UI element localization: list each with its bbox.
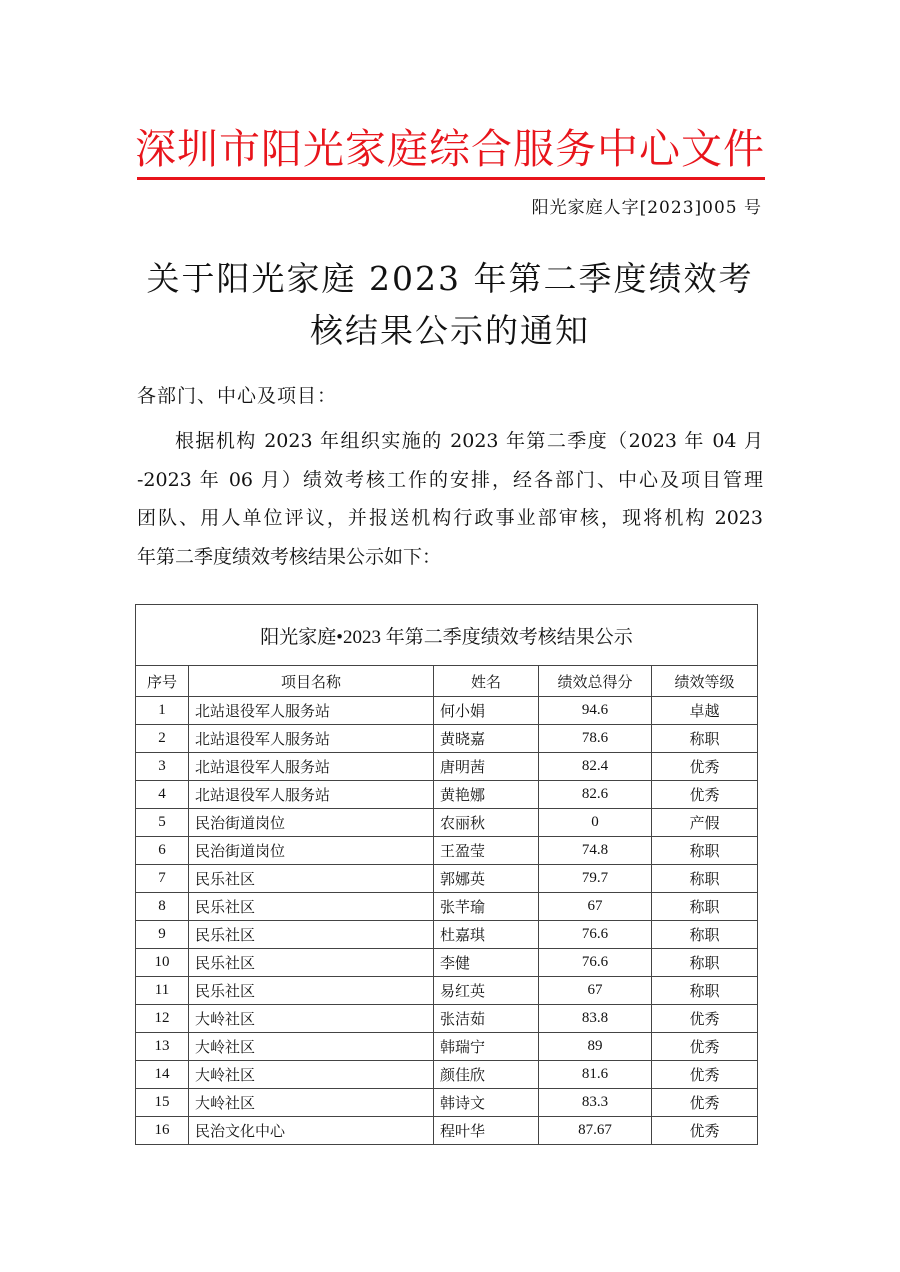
row-grade: 优秀 (652, 1033, 758, 1061)
row-name: 易红英 (434, 977, 539, 1005)
row-project: 民乐社区 (189, 921, 434, 949)
row-project: 民乐社区 (189, 977, 434, 1005)
row-project: 大岭社区 (189, 1061, 434, 1089)
row-grade: 优秀 (652, 1089, 758, 1117)
table-row (136, 865, 758, 893)
salutation: 各部门、中心及项目： (137, 385, 338, 407)
row-index: 12 (136, 1005, 189, 1033)
row-index: 7 (136, 865, 189, 893)
col-header-score: 绩效总得分 (539, 666, 652, 697)
table-body (136, 697, 758, 1145)
row-project: 北站退役军人服务站 (189, 753, 434, 781)
row-score: 89 (539, 1033, 652, 1061)
row-index: 13 (136, 1033, 189, 1061)
notice-title-line-1: 关于阳光家庭 2023 年第二季度绩效考 (146, 259, 754, 298)
row-score: 82.4 (539, 753, 652, 781)
row-grade: 称职 (652, 893, 758, 921)
row-grade: 优秀 (652, 1061, 758, 1089)
row-name: 颜佳欣 (434, 1061, 539, 1089)
row-score: 0 (539, 809, 652, 837)
row-grade: 优秀 (652, 1117, 758, 1145)
col-header-grade: 绩效等级 (652, 666, 758, 697)
row-project: 民乐社区 (189, 893, 434, 921)
row-score: 83.8 (539, 1005, 652, 1033)
notice-title-line-2: 核结果公示的通知 (310, 311, 590, 350)
table-row (136, 1089, 758, 1117)
row-score: 76.6 (539, 921, 652, 949)
col-header-project: 项目名称 (189, 666, 434, 697)
row-name: 杜嘉琪 (434, 921, 539, 949)
row-grade: 称职 (652, 977, 758, 1005)
row-project: 民治文化中心 (189, 1117, 434, 1145)
row-index: 1 (136, 697, 189, 725)
row-index: 3 (136, 753, 189, 781)
row-project: 民乐社区 (189, 949, 434, 977)
table-row (136, 1005, 758, 1033)
row-project: 民治街道岗位 (189, 809, 434, 837)
row-index: 2 (136, 725, 189, 753)
body-line: 团队、用人单位评议，并报送机构行政事业部审核，现将机构 2023 (137, 507, 763, 529)
col-header-index: 序号 (136, 666, 189, 697)
row-score: 81.6 (539, 1061, 652, 1089)
row-grade: 称职 (652, 837, 758, 865)
row-index: 5 (136, 809, 189, 837)
row-index: 6 (136, 837, 189, 865)
row-project: 民治街道岗位 (189, 837, 434, 865)
document-number: 阳光家庭人字[2023]005 号 (531, 198, 762, 218)
row-grade: 称职 (652, 921, 758, 949)
col-header-name: 姓名 (434, 666, 539, 697)
row-score: 67 (539, 893, 652, 921)
org-header-title: 深圳市阳光家庭综合服务中心文件 (135, 125, 765, 173)
results-table (135, 604, 758, 1145)
row-name: 郭娜英 (434, 865, 539, 893)
table-row (136, 753, 758, 781)
body-line: 根据机构 2023 年组织实施的 2023 年第二季度（2023 年 04 月 (175, 430, 763, 452)
notice-title (120, 253, 780, 357)
table-row (136, 697, 758, 725)
table-row (136, 837, 758, 865)
row-score: 94.6 (539, 697, 652, 725)
body-line: -2023 年 06 月）绩效考核工作的安排，经各部门、中心及项目管理 (137, 468, 763, 491)
row-name: 韩瑞宁 (434, 1033, 539, 1061)
row-grade: 产假 (652, 809, 758, 837)
table-row (136, 1117, 758, 1145)
row-name: 何小娟 (434, 697, 539, 725)
body-line: 年第二季度绩效考核结果公示如下： (137, 545, 442, 568)
row-score: 79.7 (539, 865, 652, 893)
row-index: 11 (136, 977, 189, 1005)
row-grade: 卓越 (652, 697, 758, 725)
row-name: 韩诗文 (434, 1089, 539, 1117)
row-grade: 优秀 (652, 753, 758, 781)
row-index: 16 (136, 1117, 189, 1145)
row-score: 67 (539, 977, 652, 1005)
row-score: 78.6 (539, 725, 652, 753)
row-name: 黄晓嘉 (434, 725, 539, 753)
table-row (136, 977, 758, 1005)
row-name: 唐明茜 (434, 753, 539, 781)
row-score: 76.6 (539, 949, 652, 977)
row-index: 15 (136, 1089, 189, 1117)
body-paragraph (137, 422, 763, 576)
row-score: 87.67 (539, 1117, 652, 1145)
row-project: 民乐社区 (189, 865, 434, 893)
row-name: 王盈莹 (434, 837, 539, 865)
table-row (136, 1061, 758, 1089)
table-row (136, 1033, 758, 1061)
row-name: 农丽秋 (434, 809, 539, 837)
row-project: 大岭社区 (189, 1033, 434, 1061)
table-row (136, 809, 758, 837)
table-caption: 阳光家庭•2023 年第二季度绩效考核结果公示 (136, 605, 758, 666)
row-name: 张芊瑜 (434, 893, 539, 921)
row-project: 北站退役军人服务站 (189, 781, 434, 809)
row-score: 83.3 (539, 1089, 652, 1117)
table-row (136, 921, 758, 949)
row-name: 黄艳娜 (434, 781, 539, 809)
row-index: 9 (136, 921, 189, 949)
row-name: 张洁茹 (434, 1005, 539, 1033)
row-project: 大岭社区 (189, 1005, 434, 1033)
table-row (136, 949, 758, 977)
row-grade: 优秀 (652, 1005, 758, 1033)
row-score: 74.8 (539, 837, 652, 865)
row-project: 北站退役军人服务站 (189, 725, 434, 753)
row-score: 82.6 (539, 781, 652, 809)
row-grade: 优秀 (652, 781, 758, 809)
row-name: 程叶华 (434, 1117, 539, 1145)
row-name: 李健 (434, 949, 539, 977)
row-project: 北站退役军人服务站 (189, 697, 434, 725)
table-row (136, 725, 758, 753)
row-index: 10 (136, 949, 189, 977)
row-grade: 称职 (652, 865, 758, 893)
row-project: 大岭社区 (189, 1089, 434, 1117)
table-row (136, 893, 758, 921)
row-index: 14 (136, 1061, 189, 1089)
table-header-row (136, 666, 758, 697)
header-red-rule (137, 177, 765, 180)
table-row (136, 781, 758, 809)
row-index: 4 (136, 781, 189, 809)
row-grade: 称职 (652, 949, 758, 977)
row-grade: 称职 (652, 725, 758, 753)
row-index: 8 (136, 893, 189, 921)
